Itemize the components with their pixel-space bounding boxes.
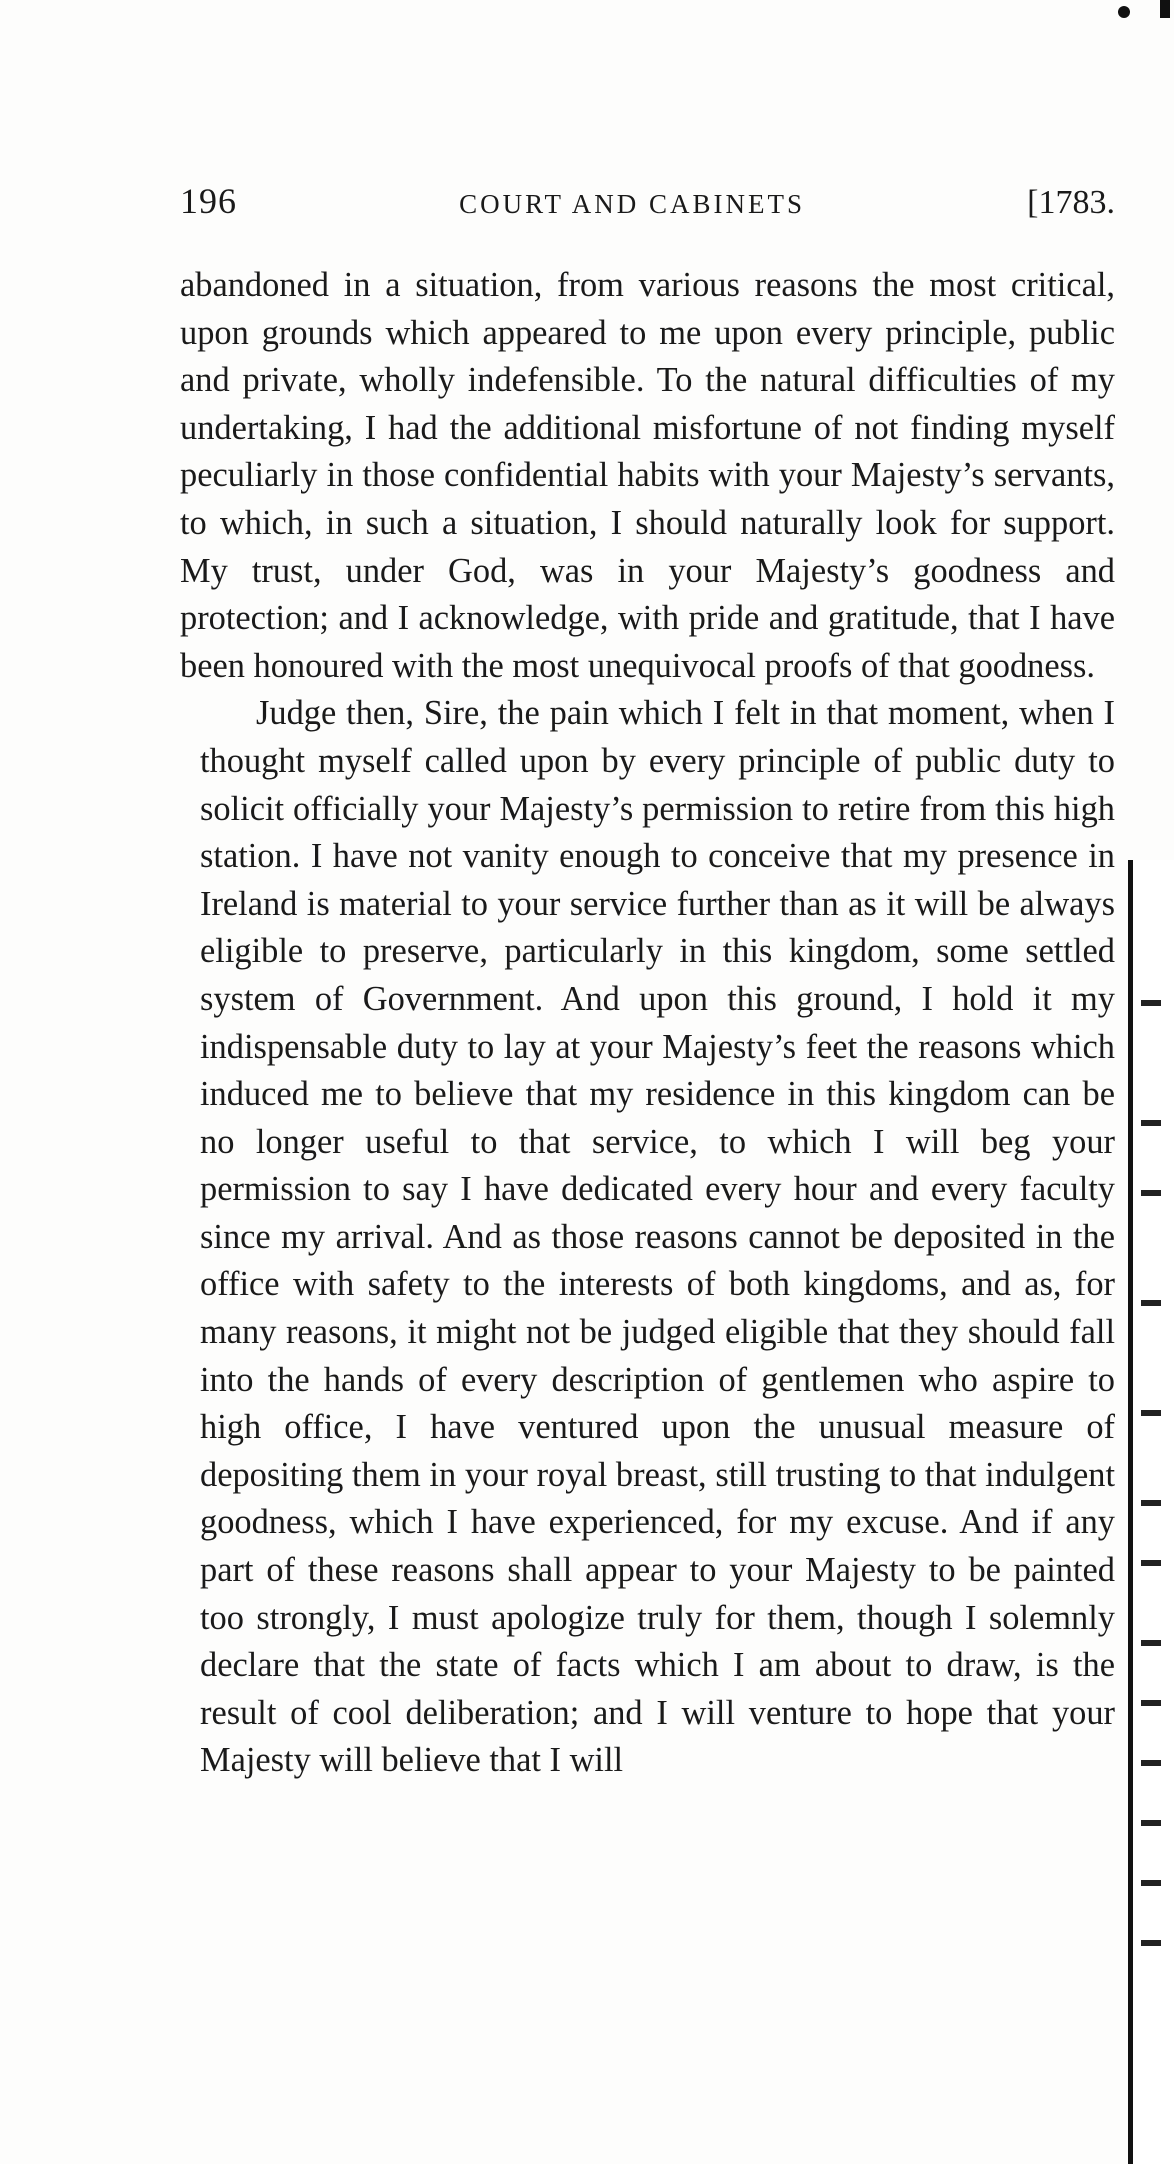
- corner-scan-mark: [1160, 0, 1170, 18]
- header-year: [1783.: [1027, 184, 1115, 221]
- running-header: [180, 180, 1115, 230]
- bleed-through-marks: [1139, 1000, 1174, 2000]
- paragraph-continued: abandoned in a situation, from various reasons the most critical, upon grounds which appeared to me upon every principle, public and private, wholly indefensible. To the natural difficulties of my undertaking, I had the additional misfortune of not finding myself peculiarly in those confidential habits with your Majesty’s servants, to which, in such a situation, I should naturally look for support. My trust, under God, was in your Majesty’s goodness and protection; and I acknowledge, with pride and gratitude, that I have been honoured with the most unequivocal proofs of that goodness.: [180, 266, 1115, 685]
- page-body: [180, 262, 1115, 1785]
- adjacent-page-edge: [1128, 860, 1174, 2164]
- running-title: COURT AND CABINETS: [459, 189, 806, 219]
- paragraph-judge-then: Judge then, Sire, the pain which I felt in that moment, when I thought myself called upon by every principle of public duty to solicit officially your Majesty’s permission to retire from this high station. I have not vanity enough to conceive that my presence in Ireland is material to your service further than as it will be always eligible to preserve, particularly in this kingdom, some settled system of Government. And upon this ground, I hold it my indispensable duty to lay at your Majesty’s feet the reasons which induced me to believe that my residence in this kingdom can be no longer useful to that service, to which I will beg your permission to say I have dedicated every hour and every faculty since my arrival. And as those reasons cannot be deposited in the office with safety to the interests of both kingdoms, and as, for many reasons, it might not be judged eligible that they should fall into the hands of every description of gentlemen who aspire to high office, I have ventured upon the unusual measure of depositing them in your royal breast, still trusting to that indulgent goodness, which I have experienced, for my excuse. And if any part of these reasons shall appear to your Majesty to be painted too strongly, I must apologize truly for them, though I solemnly declare that the state of facts which I am about to draw, is the result of cool deliberation; and I will venture to hope that your Majesty will believe that I will: [200, 694, 1115, 1780]
- ink-spot-mark: [1118, 6, 1130, 18]
- page-number: 196: [180, 181, 237, 221]
